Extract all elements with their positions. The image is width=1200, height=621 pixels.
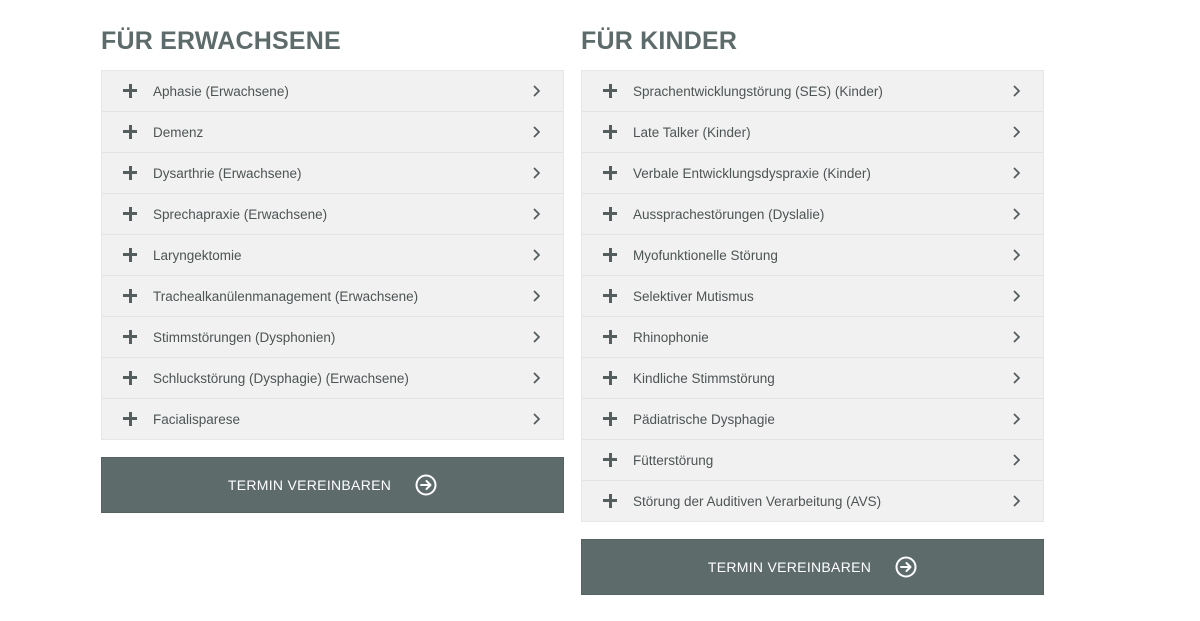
plus-icon (603, 289, 617, 303)
adults-section (101, 0, 564, 513)
chevron-right-icon (529, 413, 545, 425)
accordion-item[interactable] (102, 112, 563, 153)
plus-icon (123, 371, 137, 385)
chevron-right-icon (529, 85, 545, 97)
plus-icon (123, 412, 137, 426)
chevron-right-icon (1009, 126, 1025, 138)
children-appointment-button[interactable] (581, 539, 1044, 595)
accordion-item-label: Rhinophonie (633, 329, 709, 345)
plus-icon (123, 125, 137, 139)
accordion-item[interactable] (582, 112, 1043, 153)
plus-icon (603, 330, 617, 344)
accordion-item[interactable] (102, 399, 563, 439)
accordion-item-label: Myofunktionelle Störung (633, 247, 778, 263)
chevron-right-icon (1009, 85, 1025, 97)
accordion-item[interactable] (102, 276, 563, 317)
chevron-right-icon (1009, 413, 1025, 425)
accordion-item-label: Late Talker (Kinder) (633, 124, 751, 140)
arrow-circle-right-icon (415, 474, 437, 496)
accordion-item-label: Störung der Auditiven Verarbeitung (AVS) (633, 493, 882, 509)
accordion-item-label: Dysarthrie (Erwachsene) (153, 165, 302, 181)
accordion-item-label: Stimmstörungen (Dysphonien) (153, 329, 336, 345)
accordion-item-label: Pädiatrische Dysphagie (633, 411, 775, 427)
accordion-item-label: Aussprachestörungen (Dyslalie) (633, 206, 825, 222)
accordion-item[interactable] (102, 235, 563, 276)
chevron-right-icon (529, 167, 545, 179)
accordion-item-label: Laryngektomie (153, 247, 242, 263)
accordion-item[interactable] (102, 71, 563, 112)
accordion-item[interactable] (102, 317, 563, 358)
accordion-item[interactable] (582, 440, 1043, 481)
chevron-right-icon (1009, 290, 1025, 302)
accordion-item-label: Trachealkanülenmanagement (Erwachsene) (153, 288, 419, 304)
accordion-item[interactable] (582, 153, 1043, 194)
plus-icon (123, 166, 137, 180)
chevron-right-icon (1009, 249, 1025, 261)
accordion-item[interactable] (102, 194, 563, 235)
accordion-item[interactable] (582, 276, 1043, 317)
accordion-item[interactable] (102, 153, 563, 194)
plus-icon (603, 453, 617, 467)
chevron-right-icon (1009, 331, 1025, 343)
chevron-right-icon (1009, 167, 1025, 179)
plus-icon (603, 371, 617, 385)
accordion-item-label: Sprachentwicklungstörung (SES) (Kinder) (633, 83, 883, 99)
chevron-right-icon (529, 208, 545, 220)
children-title: FÜR KINDER (581, 27, 738, 55)
accordion-item-label: Kindliche Stimmstörung (633, 370, 775, 386)
plus-icon (603, 412, 617, 426)
accordion-item-label: Sprechapraxie (Erwachsene) (153, 206, 328, 222)
adults-appointment-button[interactable] (101, 457, 564, 513)
accordion-item-label: Demenz (153, 124, 204, 140)
accordion-item[interactable] (582, 481, 1043, 521)
accordion-item-label: Verbale Entwicklungsdyspraxie (Kinder) (633, 165, 871, 181)
accordion-item[interactable] (582, 358, 1043, 399)
arrow-circle-right-icon (895, 556, 917, 578)
plus-icon (123, 289, 137, 303)
accordion-item[interactable] (582, 71, 1043, 112)
plus-icon (603, 494, 617, 508)
accordion-item-label: Fütterstörung (633, 452, 714, 468)
chevron-right-icon (529, 372, 545, 384)
chevron-right-icon (1009, 372, 1025, 384)
adults-accordion (101, 70, 564, 440)
plus-icon (123, 207, 137, 221)
chevron-right-icon (529, 331, 545, 343)
accordion-item[interactable] (582, 235, 1043, 276)
chevron-right-icon (529, 290, 545, 302)
appointment-button-label: TERMIN VEREINBAREN (227, 477, 392, 493)
plus-icon (123, 330, 137, 344)
plus-icon (123, 248, 137, 262)
chevron-right-icon (1009, 495, 1025, 507)
accordion-item-label: Selektiver Mutismus (633, 288, 754, 304)
chevron-right-icon (1009, 454, 1025, 466)
chevron-right-icon (529, 249, 545, 261)
plus-icon (603, 84, 617, 98)
plus-icon (123, 84, 137, 98)
plus-icon (603, 125, 617, 139)
accordion-item[interactable] (582, 317, 1043, 358)
chevron-right-icon (529, 126, 545, 138)
accordion-item-label: Aphasie (Erwachsene) (153, 83, 289, 99)
accordion-item[interactable] (102, 358, 563, 399)
plus-icon (603, 248, 617, 262)
plus-icon (603, 166, 617, 180)
accordion-item[interactable] (582, 399, 1043, 440)
children-section (581, 0, 1044, 595)
accordion-item-label: Facialisparese (153, 411, 241, 427)
accordion-item-label: Schluckstörung (Dysphagie) (Erwachsene) (153, 370, 409, 386)
appointment-button-label: TERMIN VEREINBAREN (707, 559, 872, 575)
accordion-item[interactable] (582, 194, 1043, 235)
chevron-right-icon (1009, 208, 1025, 220)
children-accordion (581, 70, 1044, 522)
adults-title: FÜR ERWACHSENE (101, 27, 341, 55)
plus-icon (603, 207, 617, 221)
